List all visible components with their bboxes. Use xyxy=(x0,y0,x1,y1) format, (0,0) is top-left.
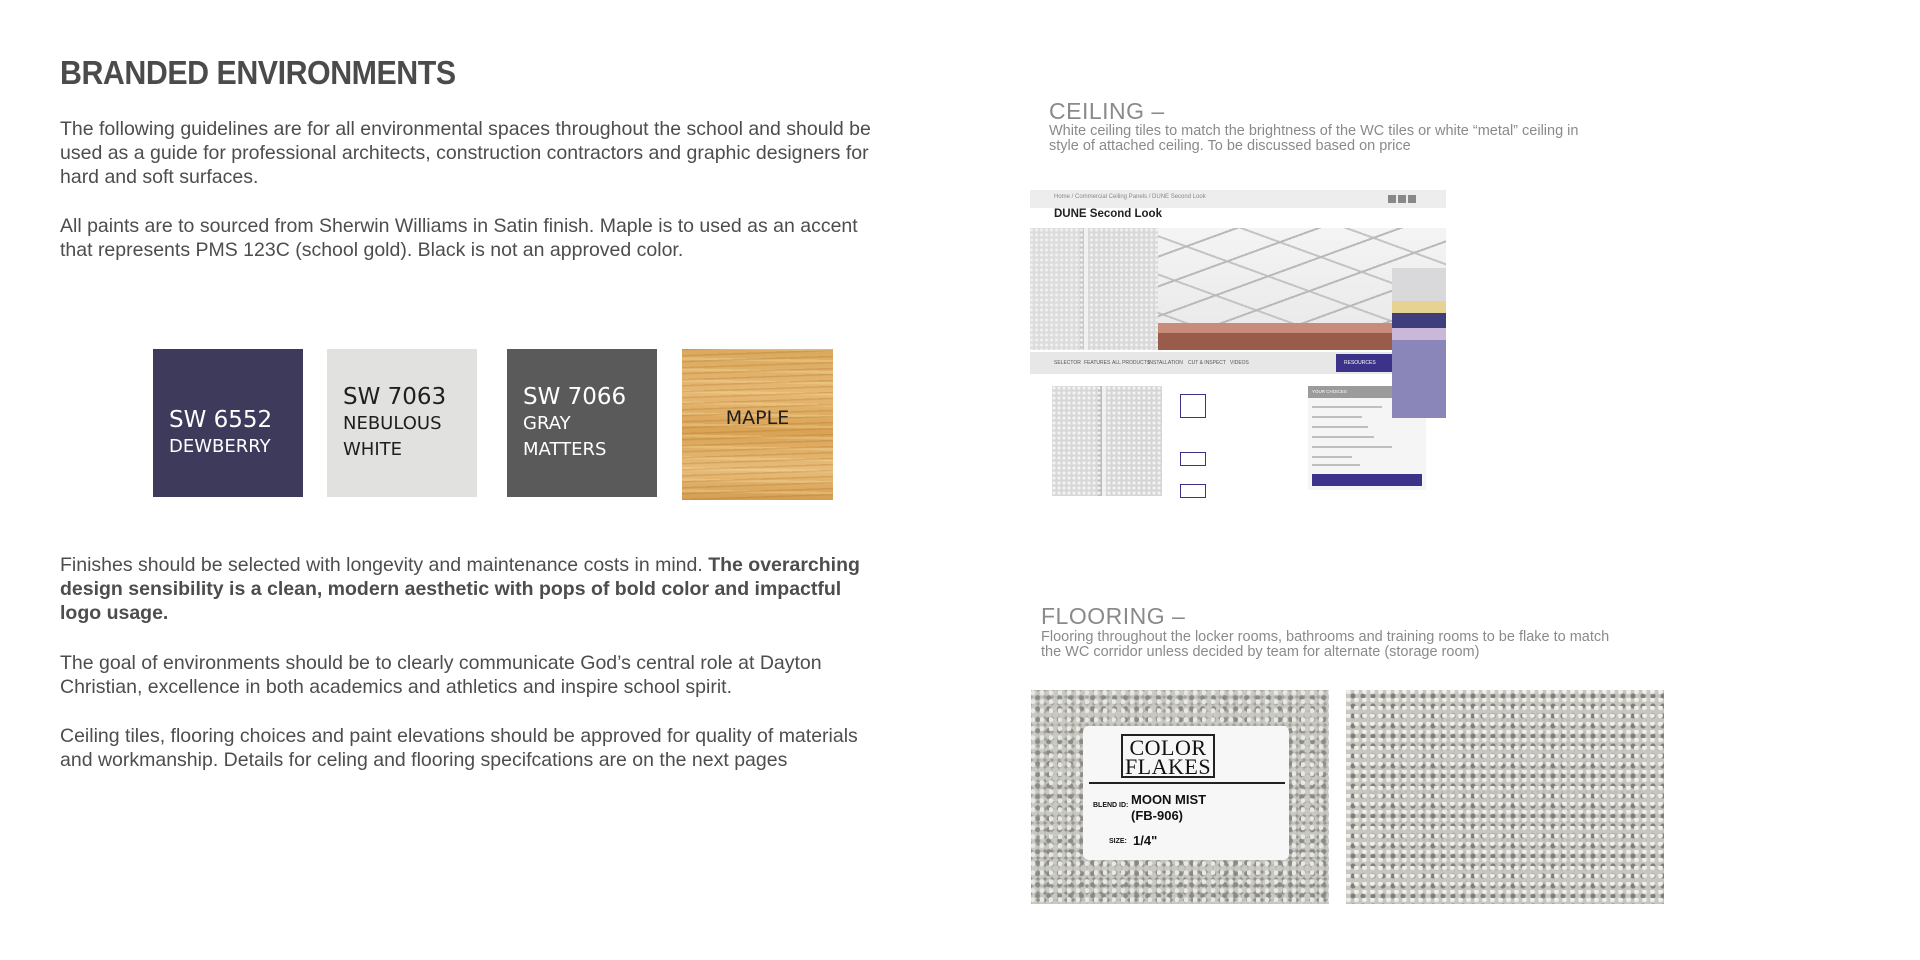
choice-line xyxy=(1312,416,1362,418)
nav-item: CUT & INSPECT xyxy=(1188,360,1226,366)
blend-id-key: BLEND ID: xyxy=(1093,802,1129,809)
choices-button xyxy=(1312,474,1422,486)
choices-header: YOUR CHOICES xyxy=(1308,386,1426,398)
swatch-name: MAPLE xyxy=(725,406,790,429)
option-box xyxy=(1180,394,1206,418)
choice-line xyxy=(1312,464,1360,466)
page-title: BRANDED ENVIRONMENTS xyxy=(60,54,456,91)
screenshot-product-title: DUNE Second Look xyxy=(1054,208,1162,220)
label-divider xyxy=(1089,782,1285,784)
choice-line xyxy=(1312,426,1368,428)
choice-line xyxy=(1312,436,1374,438)
swatch-name: NEBULOUS WHITE xyxy=(343,413,442,460)
swatch-nebulous-white xyxy=(327,349,477,497)
intro-paragraph-paints: All paints are to sourced from Sherwin Williams in Satin finish. Maple is to used as an accent that represents PMS 123C (school gold). Black is not an approved color. xyxy=(60,215,858,261)
swatch-name: GRAY MATTERS xyxy=(523,413,607,460)
finishes-paragraph xyxy=(60,553,880,625)
swatch-code: SW 7066 xyxy=(523,384,627,410)
nav-item: INSTALLATION xyxy=(1148,360,1183,366)
size-key: SIZE: xyxy=(1109,838,1127,845)
ceiling-product-screenshot xyxy=(1030,190,1446,500)
choice-line xyxy=(1312,446,1392,448)
color-flakes-bag-photo xyxy=(1031,690,1329,904)
ceiling-heading: CEILING – xyxy=(1049,98,1165,124)
approval-paragraph: Ceiling tiles, flooring choices and paint elevations should be approved for quality of materials and workmanship. Details for celing and flooring specifcations are on the next pages xyxy=(60,725,858,771)
finishes-emphasis: The overarching design sensibility is a clean, modern aesthetic with pops of bold color and impactful logo usage. xyxy=(60,554,860,624)
flooring-heading: FLOORING – xyxy=(1041,603,1186,629)
goal-paragraph: The goal of environments should be to clearly communicate God’s central role at Dayton Christian, excellence in both academics and athletics and inspire school spirit. xyxy=(60,652,822,698)
finishes-text: Finishes should be selected with longevity and maintenance costs in mind. xyxy=(60,554,709,576)
nav-item: ALL PRODUCTS xyxy=(1112,360,1151,366)
flake-bag-label xyxy=(1083,726,1289,860)
gym-photo-overlay xyxy=(1392,268,1446,418)
swatch-gray-matters xyxy=(507,349,657,497)
nav-item: SELECTOR xyxy=(1054,360,1081,366)
ceiling-tile-closeup-image xyxy=(1030,228,1158,350)
swatch-maple xyxy=(682,349,833,500)
swatch-name: DEWBERRY xyxy=(169,436,271,457)
color-flakes-logo: COLOR FLAKES xyxy=(1121,734,1215,778)
option-box xyxy=(1180,452,1206,466)
social-icons xyxy=(1388,195,1416,203)
screenshot-breadcrumb: Home / Commercial Ceiling Panels / DUNE Second Look xyxy=(1054,194,1206,200)
option-box xyxy=(1180,484,1206,498)
resources-button: RESOURCES xyxy=(1336,354,1418,372)
choice-line xyxy=(1312,456,1352,458)
swatch-code: SW 6552 xyxy=(169,407,273,433)
flake-sample-bag-photo xyxy=(1346,690,1664,904)
blend-id-value: MOON MIST (FB-906) xyxy=(1131,792,1207,823)
flooring-description: Flooring throughout the locker rooms, bathrooms and training rooms to be flake to match the WC corridor unless decided by team for alternate (storage room) xyxy=(1041,629,1610,660)
size-value: 1/4" xyxy=(1133,833,1158,848)
ceiling-tile-product-image xyxy=(1052,386,1162,496)
ceiling-description: White ceiling tiles to match the brightness of the WC tiles or white “metal” ceiling in style of attached ceiling. To be discussed based on price xyxy=(1049,123,1579,154)
intro-paragraph-guidelines: The following guidelines are for all environmental spaces throughout the school and should be used as a guide for professional architects, construction contractors and graphic designers for hard and soft surfaces. xyxy=(60,118,871,188)
swatch-code: SW 7063 xyxy=(343,384,447,410)
nav-item: VIDEOS xyxy=(1230,360,1249,366)
nav-item: FEATURES xyxy=(1084,360,1111,366)
choice-line xyxy=(1312,406,1382,408)
swatch-dewberry xyxy=(153,349,303,497)
